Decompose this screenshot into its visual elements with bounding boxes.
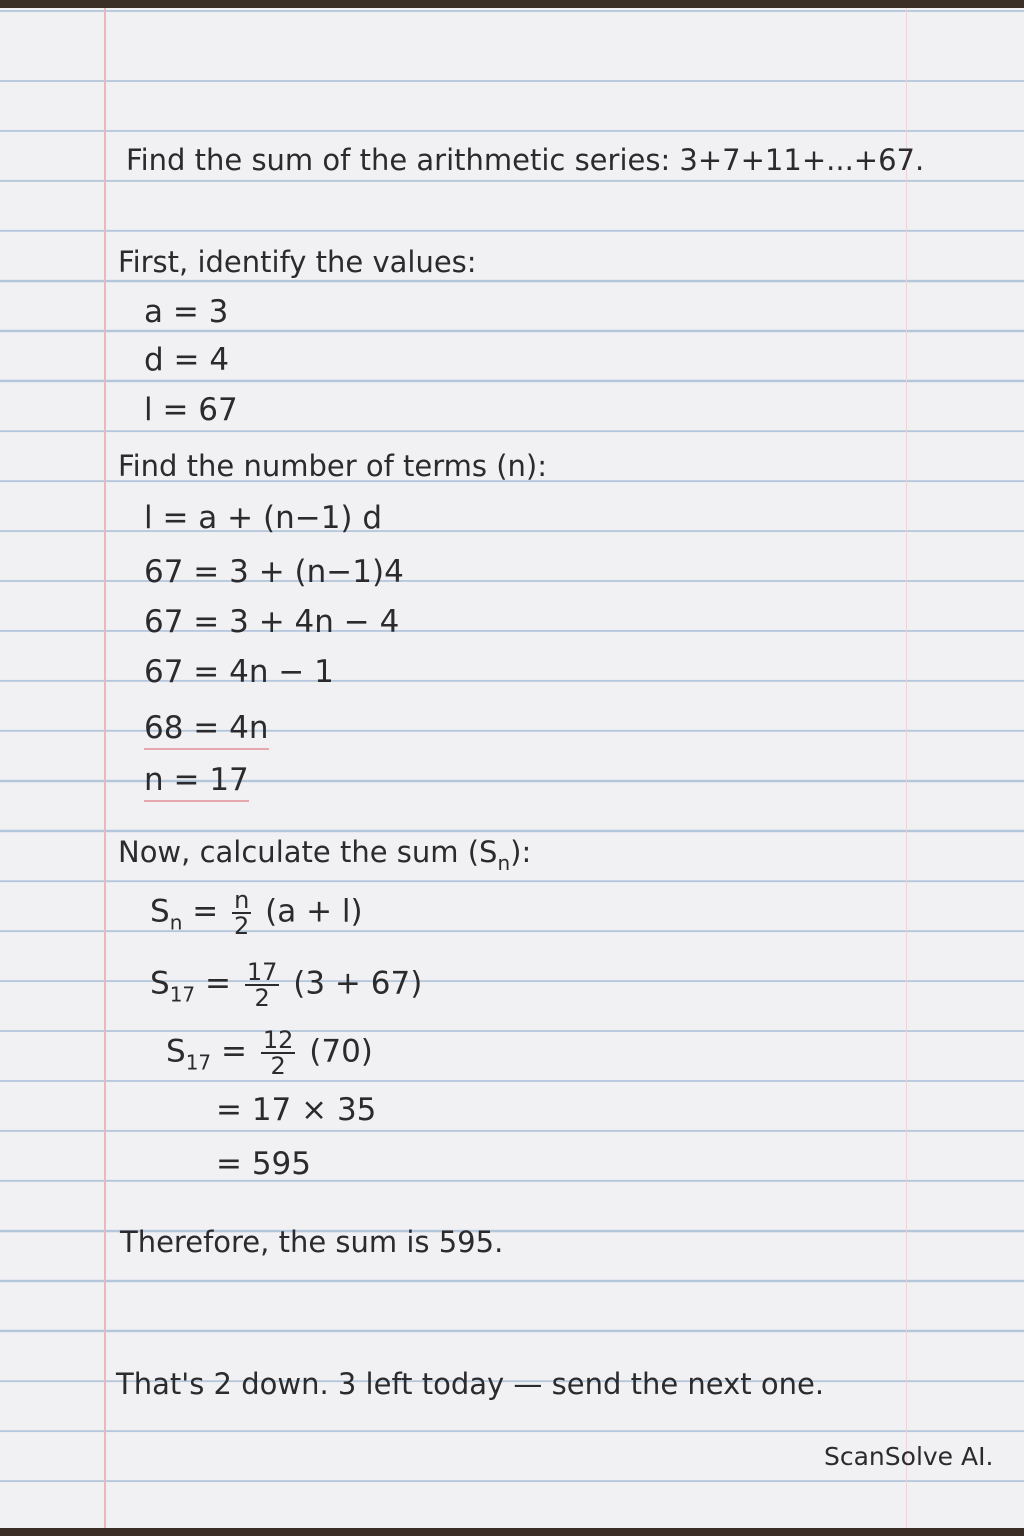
sum-simplified (166, 1028, 373, 1083)
conclusion: Therefore, the sum is 595. (120, 1225, 504, 1259)
formula-rest: (70) (309, 1033, 373, 1070)
terms-step: 67 = 3 + (n−1)4 (144, 554, 404, 590)
terms-step: 67 = 3 + 4n − 4 (144, 604, 400, 640)
formula-rest: (a + l) (265, 893, 363, 930)
sum-heading-end: ): (510, 835, 532, 869)
right-margin-line (906, 8, 907, 1528)
sum-symbol: S (150, 893, 170, 930)
fraction (245, 960, 280, 1010)
sum-symbol: S (166, 1033, 186, 1070)
fraction-denominator: 2 (234, 912, 250, 940)
terms-result (144, 760, 249, 800)
sum-subscript: 17 (185, 1050, 212, 1075)
identify-heading: First, identify the values: (118, 245, 477, 279)
value-a: a = 3 (144, 294, 229, 330)
fraction-denominator: 2 (270, 1052, 286, 1080)
value-d: d = 4 (144, 342, 230, 378)
left-margin-line (104, 8, 106, 1528)
underlined-step: n = 17 (144, 762, 249, 802)
sum-multiplication: = 17 × 35 (216, 1092, 377, 1128)
problem-statement: Find the sum of the arithmetic series: 3+7+11+...+67. (126, 143, 925, 177)
sum-symbol: S (150, 965, 170, 1002)
fraction-numerator: n (234, 886, 250, 914)
notebook-page (0, 8, 1024, 1528)
sum-formula (150, 888, 363, 943)
underlined-step: 68 = 4n (144, 710, 269, 750)
terms-step: 67 = 4n − 1 (144, 654, 334, 690)
terms-step (144, 708, 269, 748)
formula-rest: (3 + 67) (293, 965, 423, 1002)
sum-result: = 595 (216, 1146, 311, 1182)
fraction-denominator: 2 (254, 984, 270, 1012)
sum-substitution (150, 960, 422, 1015)
fraction (261, 1028, 296, 1078)
equals-sign: = (221, 1033, 247, 1070)
fraction-numerator: 12 (262, 1026, 294, 1054)
footer-note: That's 2 down. 3 left today — send the next one. (116, 1367, 825, 1401)
terms-step: l = a + (n−1) d (144, 500, 383, 536)
terms-heading: Find the number of terms (n): (118, 449, 547, 483)
sum-heading (118, 832, 531, 883)
sum-heading-subscript: n (497, 851, 511, 875)
brand-signature: ScanSolve AI. (824, 1442, 994, 1471)
fraction (232, 888, 251, 938)
sum-subscript: n (169, 910, 183, 935)
sum-subscript: 17 (169, 982, 196, 1007)
fraction-numerator: 17 (246, 958, 278, 986)
equals-sign: = (192, 893, 219, 930)
sum-heading-text: Now, calculate the sum (S (118, 835, 498, 869)
value-l: l = 67 (144, 392, 238, 428)
equals-sign: = (205, 965, 231, 1002)
